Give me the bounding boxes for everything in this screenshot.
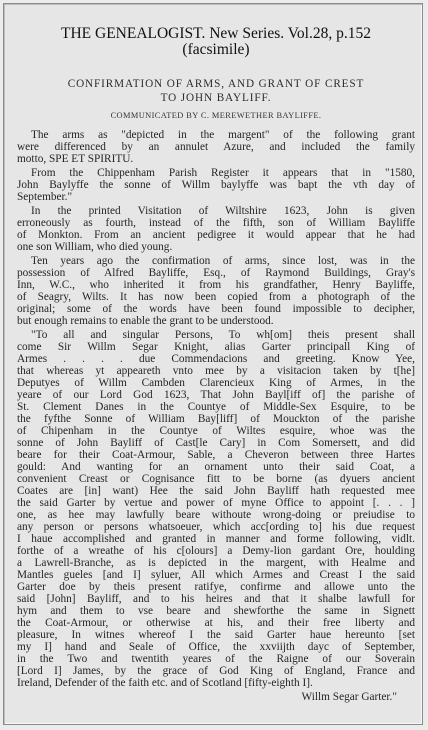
text-line: the fyfthe Sonne of William Bay[liff] of Mouckton of the parishe	[17, 413, 415, 425]
text-line: pleasure, In witnes whereof I the said Garter haue hereunto [set	[17, 629, 415, 641]
text-line: Deputyes of Willm Cambden Clarencieux King of Armes, in the	[17, 377, 415, 389]
text-line: Ten years ago the confirmation of arms, since lost, was in the	[31, 255, 415, 267]
journal-header	[17, 26, 415, 58]
document-page	[17, 14, 415, 728]
text-line: sonne of John Bayliff of Cast[le Cary] in Com Somersett, and did	[17, 437, 415, 449]
article-byline: COMMUNICATED BY C. MEREWETHER BAYLIFFE.	[110, 111, 322, 120]
text-line: that whereas yt appeareth vnto mee by a visitacion taken by t[he]	[17, 365, 415, 377]
text-line: of Chipenham in the Countye of Wiltes esquire, whoe was the	[17, 425, 415, 437]
text-line: come Sir Willm Segar Knight, alias Garter principall King of	[17, 341, 415, 353]
text-line: Coates are [in] want) Hee the said John Bayliff hath requested mee	[17, 485, 415, 497]
text-line: my I] hand and Seale of Office, the xxviijth dayc of September,	[17, 641, 415, 653]
text-line: one, as hee may lawfully beare withoute wrong-doing or preiudise to	[17, 509, 415, 521]
text-line: of Monkton. From an ancient pedigree it would appear that he had	[17, 229, 415, 241]
text-line: The arms as "depicted in the margent" of the following grant	[31, 129, 415, 141]
text-line: of Seagry, Wilts. It has now been copied from a photograph of the	[17, 291, 415, 303]
text-line: Garter doe by theis present ratifye, confirme and allowe unto the	[17, 581, 415, 593]
text-line: erroneously as fourth, instead of the fifth, son of William Bayliffe	[17, 217, 415, 229]
text-line: yeare of our Lord God 1623, That John Bayl[iff of] the parishe of	[17, 389, 415, 401]
text-line: Armes . . . . due Commendacions and greeting. Know Yee,	[17, 353, 415, 365]
text-line: hym and them to vse beare and shewforthe the same in Signett	[17, 605, 415, 617]
page-frame	[3, 3, 423, 725]
text-line: In the printed Visitation of Wiltshire 1623, John is given	[31, 205, 415, 217]
text-line: Mantles gueles [and I] syluer, All which Armes and Creast I the said	[17, 569, 415, 581]
text-line: motto, SPE ET SPIRITU.	[17, 153, 134, 165]
text-line: [Lord I] James, by the grace of God King of England, France and	[17, 665, 415, 677]
text-line: "To all and singular Persons, To wh[om] theis present shall	[31, 329, 415, 341]
text-line: were differenced by an annulet Azure, and included the family	[17, 141, 415, 153]
text-line: Inn, W.C., who inherited it from his grandfather, Henry Bayliffe,	[17, 279, 415, 291]
text-line: beare for their Coat-Armour, Sable, a Cheveron between three Hartes	[17, 449, 415, 461]
text-line: said [John] Bayliff, and to his heires and that it shalbe lawfull for	[17, 593, 415, 605]
text-line: the said Garter by vertue and power of myne Office to appoint [. . . ]	[17, 497, 415, 509]
article-body	[17, 129, 415, 689]
text-line: September."	[17, 191, 73, 203]
text-line: I haue accomplished and granted in manner and forme following, vidlt.	[17, 533, 415, 545]
text-line: original; some of the words have been found impossible to decipher,	[17, 303, 415, 315]
article-title-line-1: CONFIRMATION OF ARMS, AND GRANT OF CREST	[67, 78, 365, 90]
text-line: Ireland, Defender of the faith etc. and of Scotland [fifty-eighth I].	[17, 677, 313, 689]
text-line: but enough remains to enable the grant to be understood.	[17, 315, 274, 327]
text-line: forthe of a wreathe of his c[olours] a Demy-lion gardant Ore, houlding	[17, 545, 415, 557]
text-line: a Lawrell-Branche, as is depicted in the margent, with Healme and	[17, 557, 415, 569]
text-line: any person or persons whatsoeuer, which acc[ording to] his due request	[17, 521, 415, 533]
text-line: St. Clement Danes in the Countye of Middle-Sex Esquire, to be	[17, 401, 415, 413]
text-line: From the Chippenham Parish Register it appears that in "1580,	[31, 167, 415, 179]
text-line: John Baylyffe the sonne of Willm baylyffe was bapt the vth day of	[17, 179, 415, 191]
text-line: one son William, who died young.	[17, 241, 173, 253]
text-line: the Coat-Armour, or otherwise at his, and their free liberty and	[17, 617, 415, 629]
text-line: possession of Alfred Bayliffe, Esq., of Raymond Buildings, Gray's	[17, 267, 415, 279]
text-line: gould: And wanting for an ornament unto their said Coat, a	[17, 461, 415, 473]
article-title-line-2: TO JOHN BAYLIFF.	[160, 92, 272, 104]
facsimile-note: (facsimile)	[182, 41, 250, 58]
text-line: in the Two and twentith yeares of the Raigne of our Soverain	[17, 653, 415, 665]
text-line: convenient Creast or Cognisance fitt to be borne (as dyuers ancient	[17, 473, 415, 485]
journal-citation: THE GENEALOGIST. New Series. Vol.28, p.152	[61, 25, 371, 42]
article-title	[17, 77, 415, 105]
signature: Willm Segar Garter."	[301, 691, 397, 703]
